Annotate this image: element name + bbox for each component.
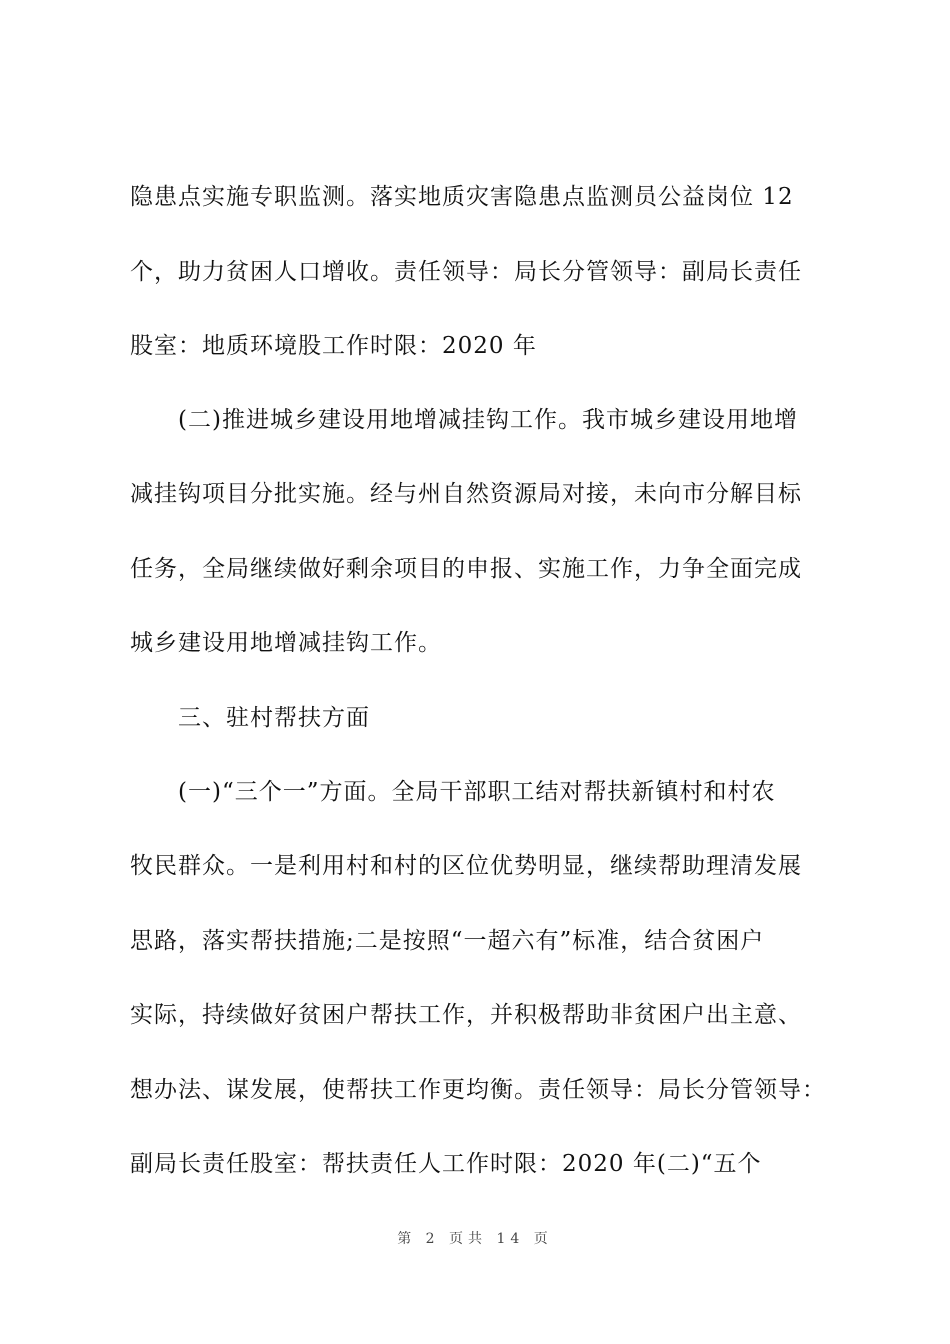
body-text-line: 城乡建设用地增减挂钩工作。 [130, 630, 442, 656]
body-text-line: 任务，全局继续做好剩余项目的申报、实施工作，力争全面完成 [130, 556, 802, 582]
body-text-line: 副局长责任股室：帮扶责任人工作时限：2020 年(二)“五个 [130, 1151, 762, 1177]
body-text-line: 思路，落实帮扶措施;二是按照“一超六有”标准，结合贫困户 [130, 928, 765, 954]
paragraph-heading: (二)推进城乡建设用地增减挂钩工作。我市城乡建设用地增 [178, 407, 798, 433]
body-text-line: 想办法、谋发展，使帮扶工作更均衡。责任领导：局长分管领导： [130, 1077, 826, 1103]
paragraph-heading: (一)“三个一”方面。全局干部职工结对帮扶新镇村和村农 [178, 779, 776, 805]
page-number-footer: 第 2 页共 14 页 [397, 1231, 553, 1247]
body-text-line: 隐患点实施专职监测。落实地质灾害隐患点监测员公益岗位 12 [130, 184, 794, 210]
body-text-line: 个，助力贫困人口增收。责任领导：局长分管领导：副局长责任 [130, 259, 802, 285]
body-text-line: 实际，持续做好贫困户帮扶工作，并积极帮助非贫困户出主意、 [130, 1002, 802, 1028]
body-text-line: 牧民群众。一是利用村和村的区位优势明显，继续帮助理清发展 [130, 853, 802, 879]
section-heading: 三、驻村帮扶方面 [178, 705, 370, 731]
body-text-line: 减挂钩项目分批实施。经与州自然资源局对接，未向市分解目标 [130, 481, 802, 507]
body-text-line: 股室：地质环境股工作时限：2020 年 [130, 333, 537, 359]
